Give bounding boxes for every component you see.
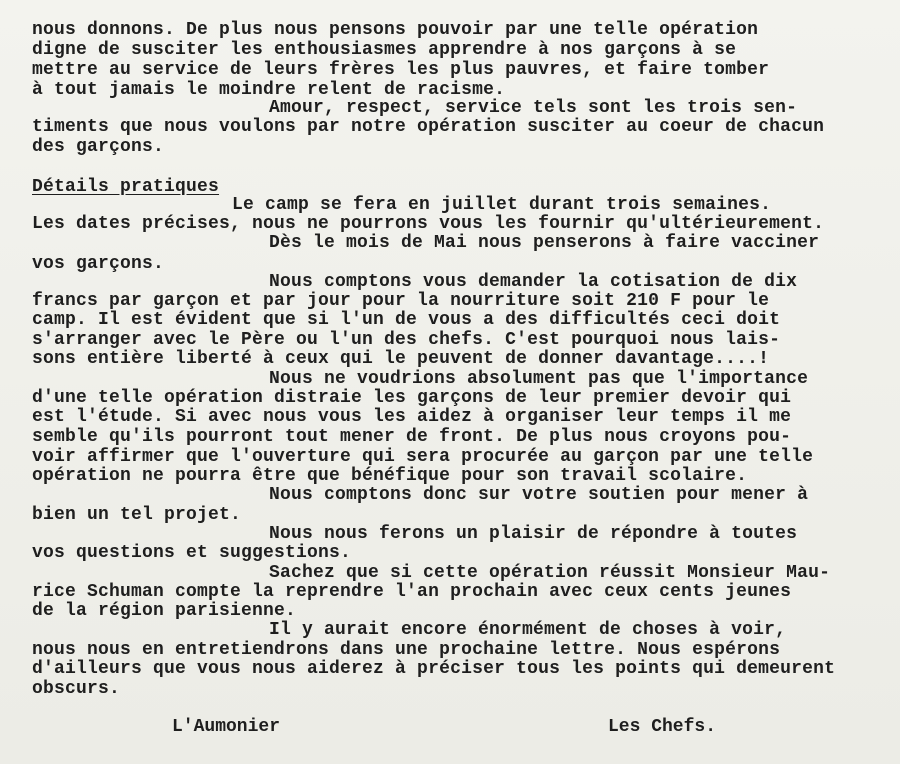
text-line: Nous comptons vous demander la cotisation de dix [269, 272, 798, 292]
section-heading: Détails pratiques [32, 177, 220, 197]
text-line: d'ailleurs que vous nous aiderez à préciser tous les points qui demeurent [32, 659, 836, 679]
text-line: digne de susciter les enthousiasmes apprendre à nos garçons à se [32, 40, 737, 60]
text-line: bien un tel projet. [32, 505, 242, 525]
text-line: à tout jamais le moindre relent de racisme. [32, 80, 506, 100]
text-line: Il y aurait encore énormément de choses à voir, [269, 620, 787, 640]
text-line: des garçons. [32, 137, 165, 157]
text-line: timents que nous voulons par notre opération susciter au coeur de chacun [32, 117, 825, 137]
text-line: sons entière liberté à ceux qui le peuvent de donner davantage....! [32, 349, 770, 369]
text-line: camp. Il est évident que si l'un de vous a des difficultés ceci doit [32, 310, 781, 330]
text-line: Les dates précises, nous ne pourrons vous les fournir qu'ultérieurement. [32, 214, 825, 234]
text-line: de la région parisienne. [32, 601, 297, 621]
text-line: nous donnons. De plus nous pensons pouvoir par une telle opération [32, 20, 759, 40]
text-line: rice Schuman compte la reprendre l'an prochain avec ceux cents jeunes [32, 582, 792, 602]
text-line: francs par garçon et par jour pour la nourriture soit 210 F pour le [32, 291, 770, 311]
signature-aumonier: L'Aumonier [172, 717, 281, 737]
text-line: Nous ne voudrions absolument pas que l'importance [269, 369, 809, 389]
text-line: Dès le mois de Mai nous penserons à faire vacciner [269, 233, 820, 253]
text-line: semble qu'ils pourront tout mener de front. De plus nous croyons pou- [32, 427, 792, 447]
text-line: Amour, respect, service tels sont les trois sen- [269, 98, 798, 118]
text-line: Nous nous ferons un plaisir de répondre à toutes [269, 524, 798, 544]
text-line: nous nous en entretiendrons dans une prochaine lettre. Nous espérons [32, 640, 781, 660]
text-line: vos questions et suggestions. [32, 543, 352, 563]
text-line: vos garçons. [32, 254, 165, 274]
text-line: opération ne pourra être que bénéfique pour son travail scolaire. [32, 466, 748, 486]
text-line: s'arranger avec le Père ou l'un des chefs. C'est pourquoi nous lais- [32, 330, 781, 350]
text-line: Le camp se fera en juillet durant trois semaines. [232, 195, 772, 215]
text-line: Nous comptons donc sur votre soutien pour mener à [269, 485, 809, 505]
text-line: d'une telle opération distraie les garçons de leur premier devoir qui [32, 388, 792, 408]
signature-chefs: Les Chefs. [608, 717, 717, 737]
text-line: est l'étude. Si avec nous vous les aidez à organiser leur temps il me [32, 407, 792, 427]
text-line: voir affirmer que l'ouverture qui sera procurée au garçon par une telle [32, 447, 814, 467]
text-line: obscurs. [32, 679, 121, 699]
text-line: Sachez que si cette opération réussit Monsieur Mau- [269, 563, 831, 583]
text-line: mettre au service de leurs frères les plus pauvres, et faire tomber [32, 60, 770, 80]
